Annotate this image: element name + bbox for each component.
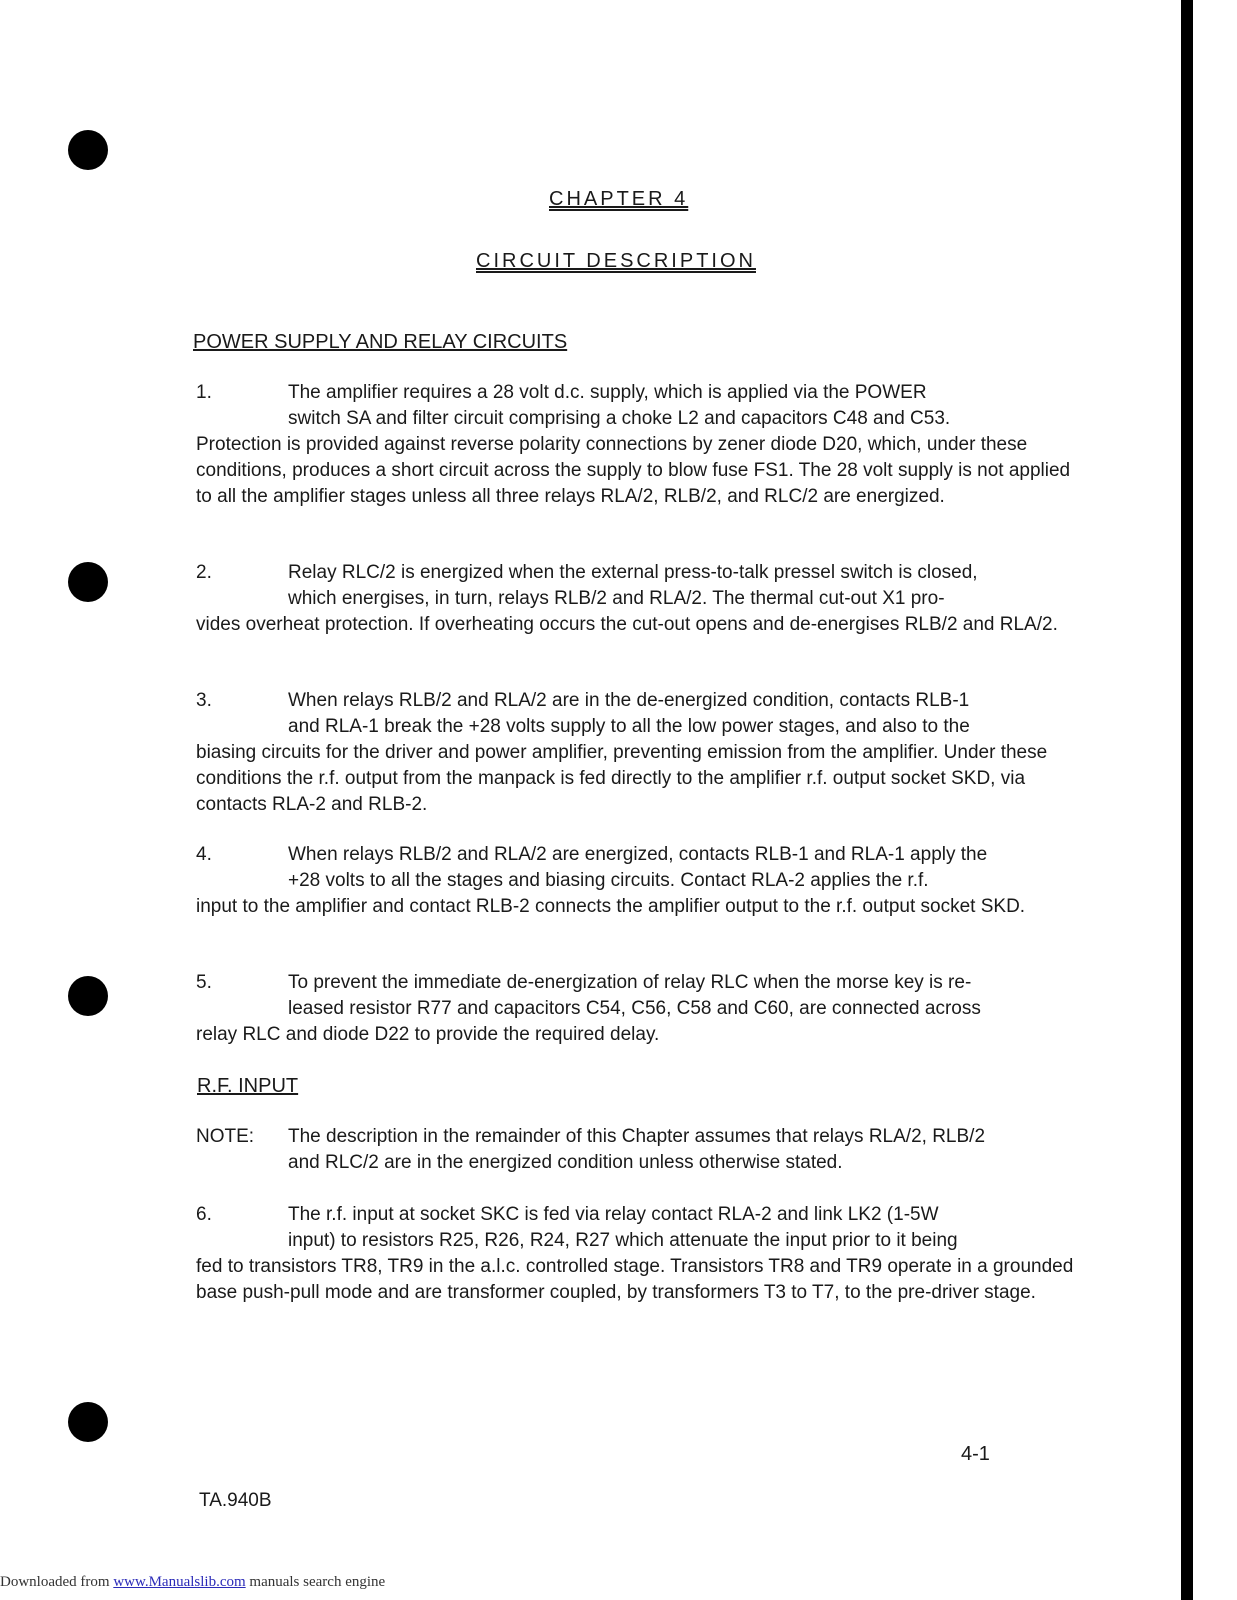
paragraph-text: leased resistor R77 and capacitors C54, C56, C58 and C60, are connected across bbox=[288, 998, 981, 1019]
footer-text: Downloaded from bbox=[0, 1574, 114, 1590]
paragraph-text: When relays RLB/2 and RLA/2 are energized, contacts RLB-1 and RLA-1 apply the bbox=[288, 844, 988, 865]
page-number: 4-1 bbox=[961, 1443, 990, 1465]
paragraph-4 bbox=[196, 842, 1081, 920]
paragraph-number: 6. bbox=[196, 1204, 212, 1225]
paragraph-number: 5. bbox=[196, 972, 212, 993]
paragraph-text: The r.f. input at socket SKC is fed via relay contact RLA-2 and link LK2 (1-5W bbox=[288, 1204, 939, 1225]
paragraph-text: fed to transistors TR8, TR9 in the a.l.c. controlled stage. Transistors TR8 and TR9 operate in a grounded base push-pull mode and are transformer coupled, by transformers T3 to T7, to the pre-driver stage. bbox=[196, 1256, 1074, 1303]
paragraph-text: biasing circuits for the driver and power amplifier, preventing emission from the amplifier. Under these conditions the r.f. output from the manpack is fed directly to the amplifier r.f. output socket SKD, via contacts RLA-2 and RLB-2. bbox=[196, 742, 1048, 815]
paragraph-text: The amplifier requires a 28 volt d.c. supply, which is applied via the POWER bbox=[288, 382, 927, 403]
paragraph-text: and RLA-1 break the +28 volts supply to all the low power stages, and also to the bbox=[288, 716, 970, 737]
paragraph-text: and RLC/2 are in the energized condition unless otherwise stated. bbox=[288, 1152, 843, 1173]
chapter-title: CIRCUIT DESCRIPTION bbox=[476, 250, 756, 272]
note-label: NOTE: bbox=[196, 1126, 255, 1147]
page-edge-bar bbox=[1181, 0, 1193, 1600]
paragraph-text: input) to resistors R25, R26, R24, R27 which attenuate the input prior to it being bbox=[288, 1230, 958, 1251]
note-paragraph bbox=[196, 1124, 1081, 1176]
paragraph-text: Protection is provided against reverse polarity connections by zener diode D20, which, under these conditions, produces a short circuit across the supply to blow fuse FS1. The 28 volt supply is not applied to all the amplifier stages unless all three relays RLA/2, RLB/2, and RLC/2 are energized. bbox=[196, 434, 1071, 507]
paragraph-text: input to the amplifier and contact RLB-2 connects the amplifier output to the r.f. output socket SKD. bbox=[196, 896, 1026, 917]
binder-hole bbox=[68, 1402, 108, 1442]
paragraph-text: +28 volts to all the stages and biasing circuits. Contact RLA-2 applies the r.f. bbox=[288, 870, 929, 891]
paragraph-number: 1. bbox=[196, 382, 212, 403]
paragraph-text: which energises, in turn, relays RLB/2 and RLA/2. The thermal cut-out X1 pro- bbox=[288, 588, 945, 609]
paragraph-text: switch SA and filter circuit comprising a choke L2 and capacitors C48 and C53. bbox=[288, 408, 951, 429]
footer-text: manuals search engine bbox=[245, 1574, 386, 1590]
binder-hole bbox=[68, 976, 108, 1016]
binder-hole bbox=[68, 562, 108, 602]
manualslib-link[interactable]: www.Manualslib.com bbox=[113, 1574, 246, 1590]
download-footer bbox=[0, 1574, 385, 1591]
paragraph-text: The description in the remainder of this Chapter assumes that relays RLA/2, RLB/2 bbox=[288, 1126, 986, 1147]
paragraph-number: 3. bbox=[196, 690, 212, 711]
paragraph-text: relay RLC and diode D22 to provide the required delay. bbox=[196, 1024, 660, 1045]
paragraph-5 bbox=[196, 970, 1081, 1048]
paragraph-2 bbox=[196, 560, 1081, 638]
paragraph-text: When relays RLB/2 and RLA/2 are in the de-energized condition, contacts RLB-1 bbox=[288, 690, 970, 711]
document-id: TA.940B bbox=[199, 1490, 272, 1511]
section-heading-power: POWER SUPPLY AND RELAY CIRCUITS bbox=[193, 331, 568, 353]
paragraph-text: Relay RLC/2 is energized when the external press-to-talk pressel switch is closed, bbox=[288, 562, 978, 583]
paragraph-1 bbox=[196, 380, 1081, 510]
paragraph-text: To prevent the immediate de-energization of relay RLC when the morse key is re- bbox=[288, 972, 972, 993]
binder-hole bbox=[68, 130, 108, 170]
paragraph-number: 4. bbox=[196, 844, 212, 865]
paragraph-number: 2. bbox=[196, 562, 212, 583]
section-heading-rf: R.F. INPUT bbox=[197, 1075, 299, 1097]
paragraph-6 bbox=[196, 1202, 1081, 1306]
chapter-heading: CHAPTER 4 bbox=[549, 188, 689, 210]
paragraph-text: vides overheat protection. If overheating occurs the cut-out opens and de-energises RLB/2 and RLA/2. bbox=[196, 614, 1058, 635]
paragraph-3 bbox=[196, 688, 1081, 818]
